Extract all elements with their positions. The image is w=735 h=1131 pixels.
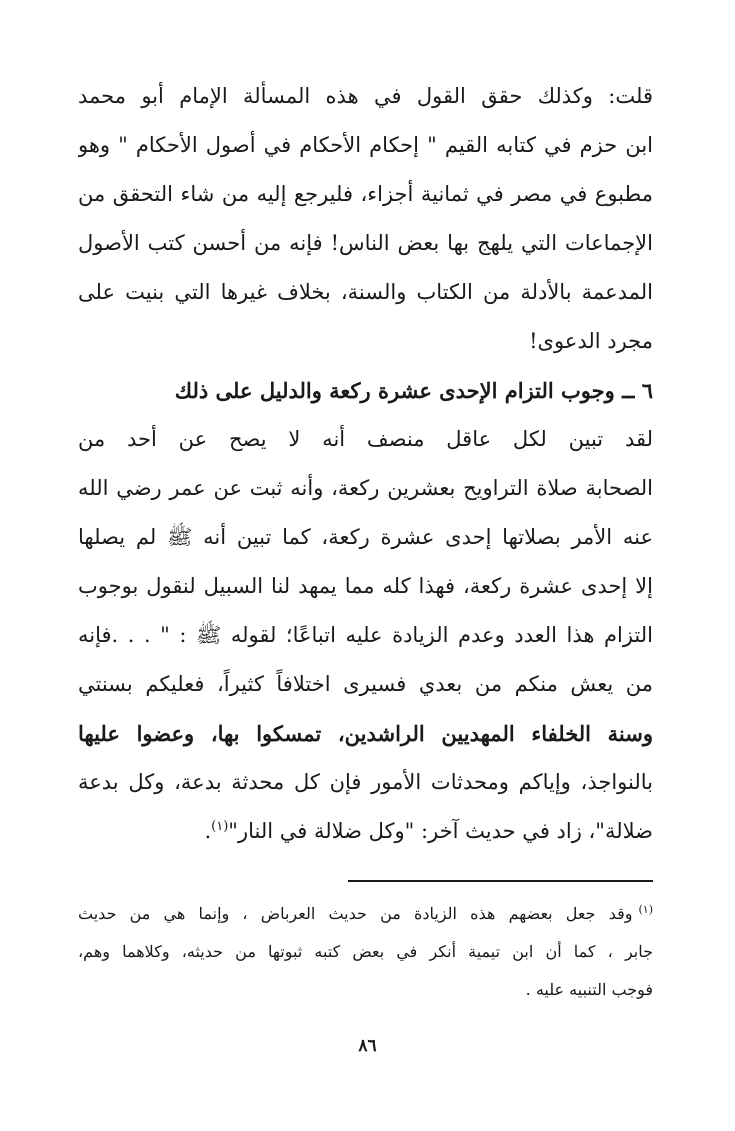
text-line: الصحابة صلاة التراويح بعشرين ركعة، وأنه ثبت عن عمر رضي الله — [78, 476, 653, 500]
footnote-text: وقد جعل بعضهم هذه الزيادة من حديث العرباض ، وإنما هي من حديث — [78, 904, 633, 923]
text-line: من يعش منكم من بعدي فسيرى اختلافاً كثيراً، فعليكم بسنتي — [78, 672, 653, 696]
text-line: المدعمة بالأدلة من الكتاب والسنة، بخلاف غيرها التي بنيت على — [78, 280, 653, 304]
text-line: إلا إحدى عشرة ركعة، فهذا كله مما يمهد لنا السبيل لنقول بوجوب — [78, 574, 653, 598]
text-line: التزام هذا العدد وعدم الزيادة عليه اتباعًا؛ لقوله ﷺ : " . . .فإنه — [78, 623, 653, 647]
main-text — [78, 72, 653, 856]
closing-period: . — [204, 819, 212, 843]
footnote-divider — [348, 880, 653, 882]
footnote-line: جابر ، كما أن ابن تيمية أنكر في بعض كتبه ثبوتها من حديثه، وكلاهما وهم، — [78, 942, 653, 961]
section-heading: ٦ ــ وجوب التزام الإحدى عشرة ركعة والدليل على ذلك — [174, 378, 653, 403]
text-line-content: ضلالة"، زاد في حديث آخر: "وكل ضلالة في النار" — [228, 819, 653, 843]
text-line: مجرد الدعوى! — [529, 329, 653, 353]
text-line-last — [78, 807, 653, 856]
footnote-line: فوجب التنبيه عليه . — [525, 980, 653, 999]
text-line: مطبوع في مصر في ثمانية أجزاء، فليرجع إليه من شاء التحقق من — [78, 182, 653, 206]
text-line: عنه الأمر بصلاتها إحدى عشرة ركعة، كما تبين أنه ﷺ لم يصلها — [78, 525, 653, 549]
text-line: لقد تبين لكل عاقل منصف أنه لا يصح عن أحد من — [78, 427, 653, 451]
footnote-line — [78, 895, 653, 933]
text-line: الإجماعات التي يلهج بها بعض الناس! فإنه من أحسن كتب الأصول — [78, 231, 653, 255]
footnote-reference: (١) — [211, 819, 229, 834]
page-number: ٨٦ — [358, 1036, 377, 1056]
footnote-marker: (١) — [638, 902, 653, 916]
text-line: وسنة الخلفاء المهديين الراشدين، تمسكوا بها، وعضوا عليها — [78, 721, 653, 746]
text-line: قلت: وكذلك حقق القول في هذه المسألة الإمام أبو محمد — [78, 84, 653, 108]
footnotes — [78, 895, 653, 1009]
text-line: ابن حزم في كتابه القيم " إحكام الأحكام في أصول الأحكام " وهو — [78, 133, 653, 157]
text-line: بالنواجذ، وإياكم ومحدثات الأمور فإن كل محدثة بدعة، وكل بدعة — [78, 770, 653, 794]
